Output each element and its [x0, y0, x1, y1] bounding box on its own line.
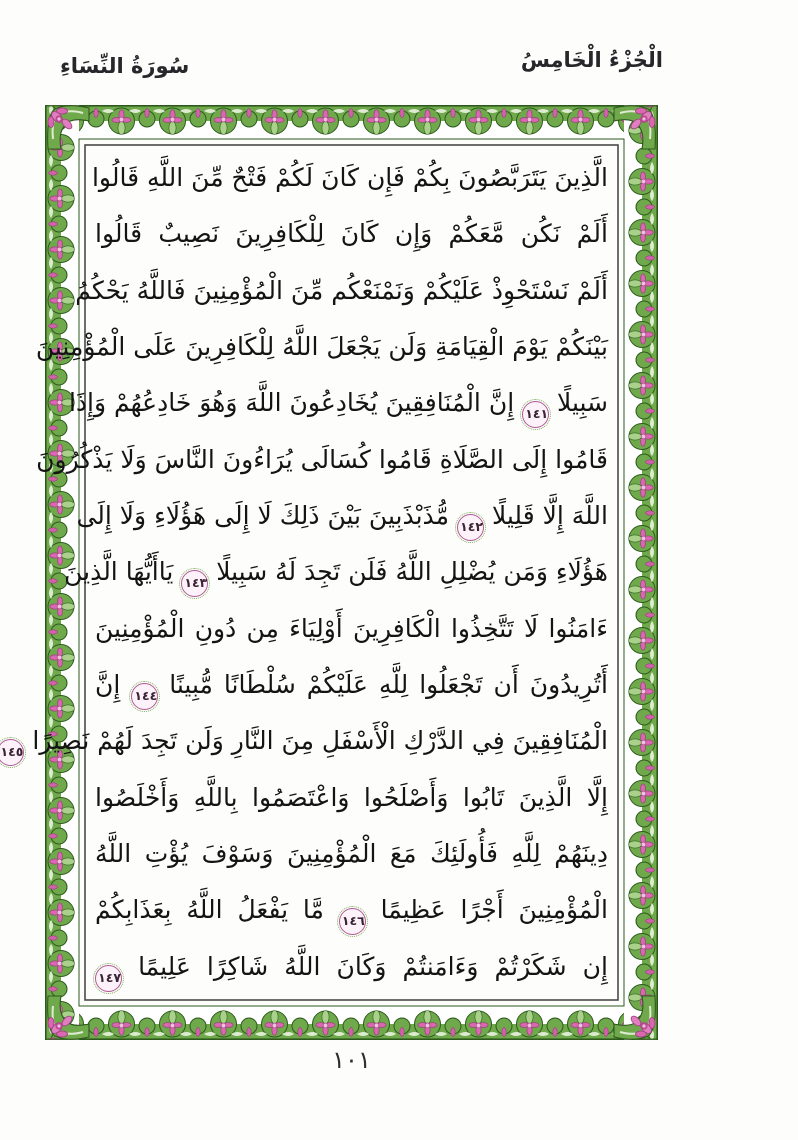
quran-line — [91, 150, 608, 206]
quran-text-block — [0, 148, 614, 997]
quran-text: الْمُؤْمِنِينَ أَجْرًا عَظِيمًا — [365, 895, 608, 925]
page-number: ١٠١ — [332, 1046, 371, 1074]
juz-label: الْجُزْءُ الْخَامِسُ — [520, 48, 663, 72]
verse-marker: ١٤١ — [522, 401, 549, 428]
quran-line — [0, 713, 608, 769]
quran-line — [64, 544, 608, 600]
quran-line — [75, 263, 608, 319]
verse-marker: ١٤٧ — [95, 965, 122, 992]
quran-line — [95, 882, 608, 938]
quran-line — [95, 206, 608, 262]
quran-line — [95, 601, 608, 657]
verse-marker: ١٤٣ — [181, 570, 208, 597]
ornamental-frame — [0, 105, 658, 1040]
quran-text: سَبِيلًا — [549, 388, 608, 418]
quran-line — [95, 770, 608, 826]
quran-line — [76, 488, 608, 544]
quran-text: هَؤُلَاءِ وَمَن يُضْلِلِ اللَّهُ فَلَن تَجِدَ لَهُ سَبِيلًا — [208, 557, 608, 587]
quran-text: مُّذَبْذَبِينَ بَيْنَ ذَلِكَ لَا إِلَى هَؤُلَاءِ وَلَا إِلَى — [76, 500, 458, 530]
surah-label: سُورَةُ النِّسَاءِ — [60, 54, 190, 78]
verse-marker: ١٤٢ — [457, 514, 484, 541]
quran-line — [36, 432, 608, 488]
quran-line — [95, 939, 608, 995]
quran-text: يَاأَيُّهَا الَّذِينَ — [64, 557, 182, 587]
quran-text: إِن شَكَرْتُمْ وَءَامَنتُمْ وَكَانَ اللَّهُ شَاكِرًا عَلِيمًا — [122, 951, 608, 981]
quran-text: دِينَهُمْ لِلَّهِ فَأُولَئِكَ مَعَ الْمُؤْمِنِينَ وَسَوْفَ يُؤْتِ اللَّهُ — [95, 838, 608, 868]
quran-line — [95, 657, 608, 713]
quran-text: بَيْنَكُمْ يَوْمَ الْقِيَامَةِ وَلَن يَجْعَلَ اللَّهُ لِلْكَافِرِينَ عَلَى الْمُؤْمِنِينَ — [35, 331, 608, 361]
quran-text: أَلَمْ نَكُن مَّعَكُمْ وَإِن كَانَ لِلْكَافِرِينَ نَصِيبٌ قَالُوا — [95, 219, 608, 249]
quran-text: قَامُوا إِلَى الصَّلَاةِ قَامُوا كُسَالَى يُرَاءُونَ النَّاسَ وَلَا يَذْكُرُونَ — [36, 444, 608, 474]
quran-text: الَّذِينَ يَتَرَبَّصُونَ بِكُمْ فَإِن كَانَ لَكُمْ فَتْحٌ مِّنَ اللَّهِ قَالُوا — [91, 163, 608, 192]
quran-text: إِنَّ الْمُنَافِقِينَ يُخَادِعُونَ اللَّهَ وَهُوَ خَادِعُهُمْ وَإِذَا — [68, 388, 523, 418]
verse-marker: ١٤٦ — [339, 908, 366, 935]
verse-marker: ١٤٥ — [0, 739, 24, 766]
quran-line — [68, 375, 608, 431]
quran-text: اللَّهَ إِلَّا قَلِيلًا — [484, 500, 608, 530]
quran-text: أَتُرِيدُونَ أَن تَجْعَلُوا لِلَّهِ عَلَيْكُمْ سُلْطَانًا مُّبِينًا — [158, 669, 608, 699]
quran-text: مَّا يَفْعَلُ اللَّهُ بِعَذَابِكُمْ — [95, 895, 339, 925]
quran-text: الْمُنَافِقِينَ فِي الدَّرْكِ الْأَسْفَلِ مِنَ النَّارِ وَلَن تَجِدَ لَهُمْ نَصِيرًا — [24, 726, 608, 756]
quran-line — [35, 319, 608, 375]
quran-line — [95, 826, 608, 882]
quran-text: إِلَّا الَّذِينَ تَابُوا وَأَصْلَحُوا وَاعْتَصَمُوا بِاللَّهِ وَأَخْلَصُوا — [95, 782, 608, 812]
quran-text: ءَامَنُوا لَا تَتَّخِذُوا الْكَافِرِينَ أَوْلِيَاءَ مِن دُونِ الْمُؤْمِنِينَ — [95, 613, 608, 643]
quran-text: أَلَمْ نَسْتَحْوِذْ عَلَيْكُمْ وَنَمْنَعْكُم مِّنَ الْمُؤْمِنِينَ فَاللَّهُ يَحْكُمُ — [75, 275, 608, 305]
verse-marker: ١٤٤ — [131, 683, 158, 710]
quran-text: إِنَّ — [95, 669, 132, 699]
